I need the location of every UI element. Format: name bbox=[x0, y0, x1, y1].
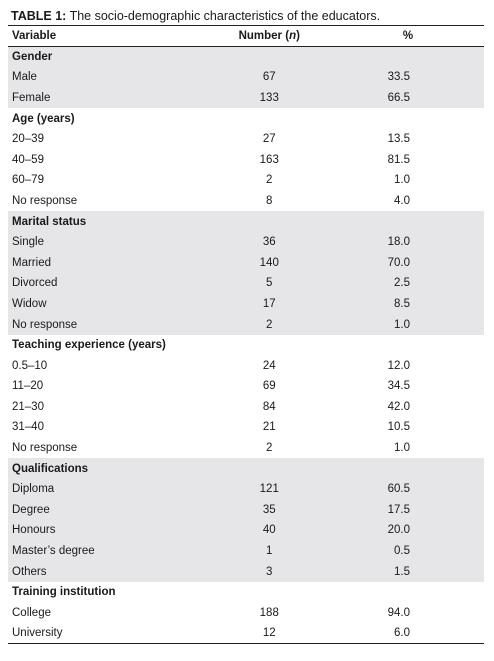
cell-variable: Age (years) bbox=[12, 112, 75, 125]
table-row bbox=[8, 314, 484, 335]
table-row bbox=[8, 561, 484, 582]
table-group-row bbox=[8, 458, 484, 479]
table-row bbox=[8, 170, 484, 191]
cell-number: 40 bbox=[262, 524, 276, 537]
cell-variable: Widow bbox=[12, 297, 47, 310]
table-row bbox=[8, 252, 484, 273]
cell-number: 2 bbox=[266, 318, 273, 331]
cell-variable: Married bbox=[12, 256, 51, 269]
header-variable: Variable bbox=[8, 26, 207, 47]
cell-number bbox=[207, 108, 328, 129]
cell-number: 2 bbox=[266, 174, 273, 187]
demographics-table bbox=[8, 25, 484, 644]
cell-percent: 34.5 bbox=[387, 380, 410, 393]
cell-number: 2 bbox=[266, 442, 273, 455]
cell-percent: 13.5 bbox=[387, 133, 410, 146]
cell-variable: Degree bbox=[12, 503, 50, 516]
header-percent: % bbox=[328, 26, 484, 47]
caption-label: TABLE 1: bbox=[11, 9, 67, 23]
caption-text: The socio-demographic characteristics of the educators. bbox=[66, 9, 381, 23]
cell-number bbox=[207, 335, 328, 356]
table-row bbox=[8, 520, 484, 541]
cell-percent: 81.5 bbox=[387, 153, 410, 166]
cell-percent: 0.5 bbox=[394, 545, 410, 558]
cell-number: 69 bbox=[262, 380, 276, 393]
table-row bbox=[8, 541, 484, 562]
cell-number bbox=[207, 458, 328, 479]
cell-number bbox=[207, 211, 328, 232]
cell-variable: Honours bbox=[12, 524, 56, 537]
table-group-row bbox=[8, 108, 484, 129]
cell-variable: 11–20 bbox=[12, 380, 44, 393]
cell-variable: 60–79 bbox=[12, 174, 44, 187]
table-row bbox=[8, 500, 484, 521]
cell-percent bbox=[328, 582, 484, 603]
cell-percent bbox=[328, 211, 484, 232]
cell-variable: Divorced bbox=[12, 277, 58, 290]
cell-variable: Diploma bbox=[12, 483, 55, 496]
cell-number bbox=[207, 582, 328, 603]
cell-variable: 20–39 bbox=[12, 133, 44, 146]
cell-percent: 1.0 bbox=[394, 174, 410, 187]
cell-number: 133 bbox=[259, 91, 279, 104]
cell-percent: 66.5 bbox=[387, 91, 410, 104]
cell-number: 121 bbox=[259, 483, 279, 496]
cell-number: 67 bbox=[262, 71, 276, 84]
table-row bbox=[8, 438, 484, 459]
table-group-row bbox=[8, 335, 484, 356]
header-row bbox=[8, 26, 484, 47]
table-caption bbox=[11, 8, 484, 25]
table-row bbox=[8, 397, 484, 418]
cell-number: 140 bbox=[259, 256, 279, 269]
cell-percent: 4.0 bbox=[394, 194, 410, 207]
cell-percent: 94.0 bbox=[387, 606, 410, 619]
cell-variable: Training institution bbox=[12, 586, 116, 599]
cell-variable: Qualifications bbox=[12, 462, 89, 475]
cell-number: 24 bbox=[262, 359, 276, 372]
header-number-label: Number (n) bbox=[238, 30, 300, 42]
table-row bbox=[8, 623, 484, 644]
cell-number: 188 bbox=[259, 606, 279, 619]
cell-percent: 12.0 bbox=[387, 359, 410, 372]
cell-variable: Female bbox=[12, 91, 51, 104]
cell-variable: No response bbox=[12, 442, 78, 455]
cell-percent: 70.0 bbox=[387, 256, 410, 269]
cell-variable: 31–40 bbox=[12, 421, 44, 434]
cell-variable: No response bbox=[12, 318, 78, 331]
table-row bbox=[8, 191, 484, 212]
cell-percent: 1.5 bbox=[394, 565, 410, 578]
cell-percent: 10.5 bbox=[387, 421, 410, 434]
cell-percent: 20.0 bbox=[387, 524, 410, 537]
table-row bbox=[8, 479, 484, 500]
cell-percent bbox=[328, 108, 484, 129]
cell-number: 17 bbox=[262, 297, 276, 310]
cell-percent: 6.0 bbox=[328, 623, 484, 644]
cell-number: 35 bbox=[262, 503, 276, 516]
cell-variable: 21–30 bbox=[12, 400, 44, 413]
cell-percent bbox=[328, 458, 484, 479]
table-row bbox=[8, 417, 484, 438]
table-row bbox=[8, 273, 484, 294]
table-container bbox=[8, 8, 484, 644]
table-row bbox=[8, 129, 484, 150]
cell-variable: 40–59 bbox=[12, 153, 44, 166]
table-row bbox=[8, 294, 484, 315]
table-group-row bbox=[8, 47, 484, 68]
cell-percent: 42.0 bbox=[387, 400, 410, 413]
cell-percent: 1.0 bbox=[394, 318, 410, 331]
cell-number bbox=[207, 47, 328, 68]
cell-number: 27 bbox=[262, 133, 276, 146]
table-row bbox=[8, 232, 484, 253]
cell-percent: 2.5 bbox=[394, 277, 410, 290]
cell-number: 12 bbox=[207, 623, 328, 644]
cell-percent: 17.5 bbox=[387, 503, 410, 516]
cell-variable: Single bbox=[12, 236, 44, 249]
cell-percent: 1.0 bbox=[394, 442, 410, 455]
cell-number: 21 bbox=[262, 421, 276, 434]
cell-number: 163 bbox=[259, 153, 279, 166]
cell-variable: College bbox=[12, 606, 51, 619]
cell-number: 8 bbox=[266, 194, 273, 207]
cell-variable: Gender bbox=[12, 51, 53, 64]
table-row bbox=[8, 376, 484, 397]
cell-variable: Marital status bbox=[12, 215, 87, 228]
table-row bbox=[8, 355, 484, 376]
table-row bbox=[8, 88, 484, 109]
cell-variable: No response bbox=[12, 194, 78, 207]
table-row bbox=[8, 149, 484, 170]
cell-percent: 8.5 bbox=[394, 297, 410, 310]
cell-number: 5 bbox=[266, 277, 273, 290]
cell-number: 36 bbox=[262, 236, 276, 249]
cell-number: 3 bbox=[266, 565, 273, 578]
cell-variable: Male bbox=[12, 71, 37, 84]
cell-variable: 0.5–10 bbox=[12, 359, 48, 372]
table-body bbox=[8, 47, 484, 644]
cell-variable: Others bbox=[12, 565, 47, 578]
table-group-row bbox=[8, 211, 484, 232]
table-row bbox=[8, 603, 484, 624]
header-number bbox=[207, 26, 328, 47]
cell-percent: 18.0 bbox=[387, 236, 410, 249]
cell-percent bbox=[328, 47, 484, 68]
cell-variable: University bbox=[8, 623, 207, 644]
cell-percent bbox=[328, 335, 484, 356]
cell-percent: 60.5 bbox=[387, 483, 410, 496]
table-group-row bbox=[8, 582, 484, 603]
header-number-italic-n: n bbox=[289, 30, 297, 42]
cell-number: 1 bbox=[266, 545, 273, 558]
table-row bbox=[8, 67, 484, 88]
cell-variable: Teaching experience (years) bbox=[12, 339, 166, 352]
cell-percent: 33.5 bbox=[387, 71, 410, 84]
cell-variable: Master’s degree bbox=[12, 545, 95, 558]
cell-number: 84 bbox=[262, 400, 276, 413]
